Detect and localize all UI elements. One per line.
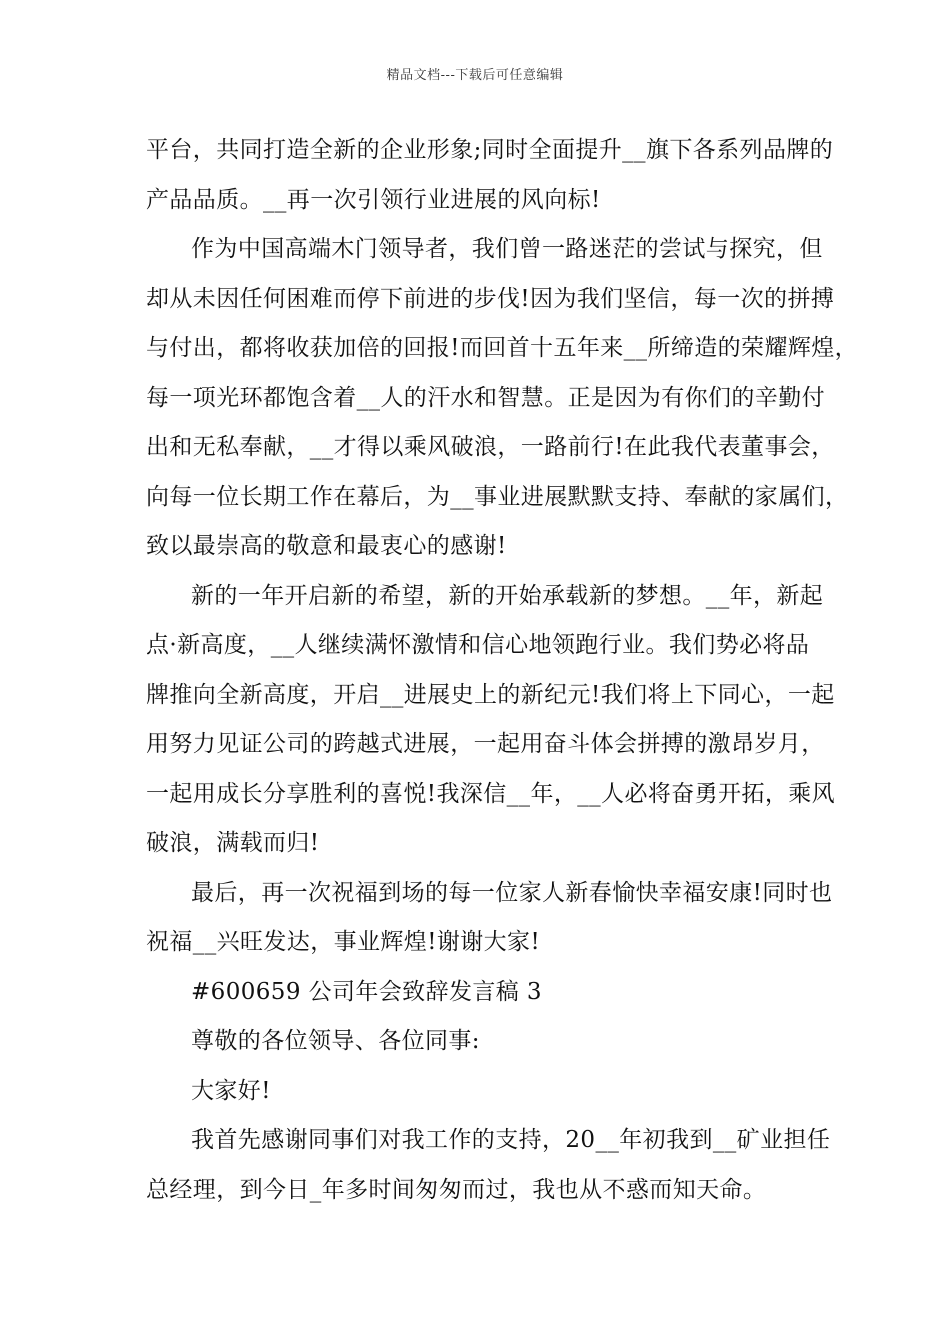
document-body bbox=[146, 126, 859, 1215]
text-line: 作为中国高端木门领导者，我们曾一路迷茫的尝试与探究，但 bbox=[191, 236, 823, 262]
text-line: 我首先感谢同事们对我工作的支持，20__年初我到__矿业担任 bbox=[191, 1127, 831, 1153]
text-line: 致以最崇高的敬意和最衷心的感谢! bbox=[146, 533, 507, 559]
text-line: 新的一年开启新的希望，新的开始承载新的梦想。__年，新起 bbox=[191, 582, 824, 609]
text-line: 产品品质。__再一次引领行业进展的风向标! bbox=[146, 186, 601, 213]
text-line: 向每一位长期工作在幕后，为__事业进展默默支持、奉献的家属们， bbox=[146, 483, 849, 510]
text-line: 出和无私奉献，__才得以乘风破浪，一路前行!在此我代表董事会， bbox=[146, 434, 835, 460]
text-line: 平台，共同打造全新的企业形象;同时全面提升__旗下各系列品牌的 bbox=[146, 137, 834, 163]
text-line: 祝福__兴旺发达，事业辉煌!谢谢大家! bbox=[146, 929, 541, 955]
text-line: 与付出，都将收获加倍的回报!而回首十五年来__所缔造的荣耀辉煌， bbox=[146, 335, 859, 361]
text-line: #600659 公司年会致辞发言稿 3 bbox=[191, 978, 542, 1005]
text-line: 大家好! bbox=[191, 1077, 271, 1104]
text-line: 牌推向全新高度，开启__进展史上的新纪元!我们将上下同心，一起 bbox=[146, 681, 835, 708]
text-line: 尊敬的各位领导、各位同事: bbox=[191, 1028, 480, 1054]
text-line: 点·新高度，__人继续满怀激情和信心地领跑行业。我们势必将品 bbox=[146, 632, 810, 658]
text-line: 总经理，到今日_年多时间匆匆而过，我也从不惑而知天命。 bbox=[146, 1176, 767, 1203]
text-line: 用努力见证公司的跨越式进展，一起用奋斗体会拼搏的激昂岁月， bbox=[146, 731, 825, 757]
text-line: 却从未因任何困难而停下前进的步伐!因为我们坚信，每一次的拼搏 bbox=[146, 285, 835, 312]
text-line: 最后，再一次祝福到场的每一位家人新春愉快幸福安康!同时也 bbox=[191, 879, 833, 906]
text-line: 一起用成长分享胜利的喜悦!我深信__年，__人必将奋勇开拓，乘风 bbox=[146, 780, 836, 807]
page-header: 精品文档---下载后可任意编辑 bbox=[386, 68, 564, 83]
text-line: 破浪，满载而归! bbox=[146, 830, 320, 856]
text-line: 每一项光环都饱含着__人的汗水和智慧。正是因为有你们的辛勤付 bbox=[146, 384, 825, 411]
